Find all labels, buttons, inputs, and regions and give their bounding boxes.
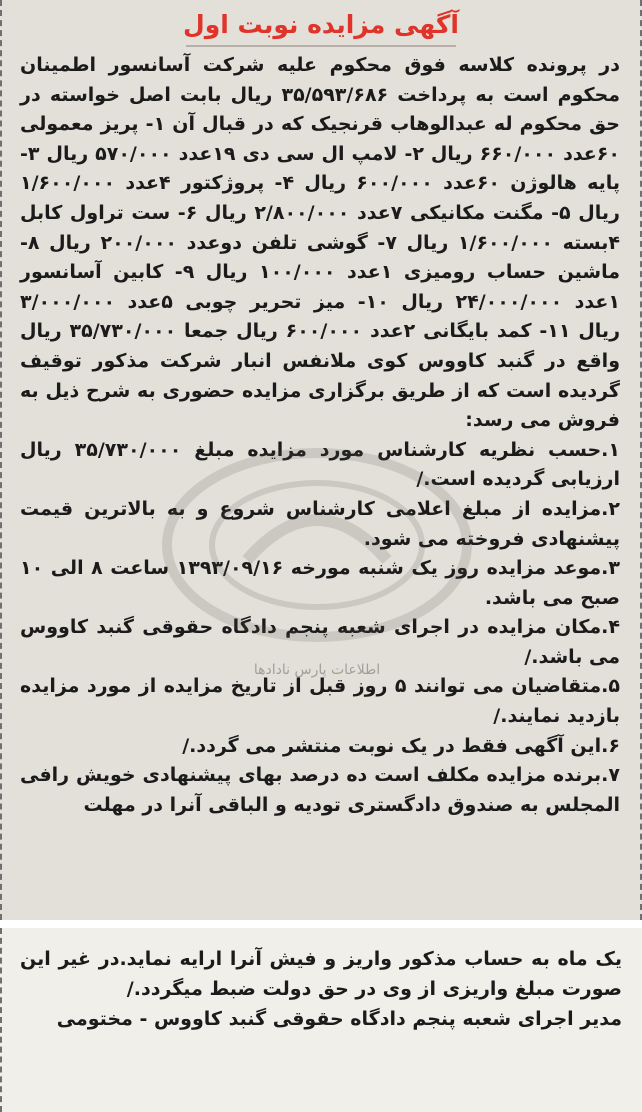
- watermark-text: اطلاعات پارس نادادها: [253, 662, 381, 678]
- notice-body: [2, 47, 640, 820]
- notice-signature: مدیر اجرای شعبه پنجم دادگاه حقوقی گنبد کاووس - مختومی: [56, 1008, 622, 1030]
- notice-item-5: ۵.متقاضیان می توانند ۵ روز قبل از تاریخ مزایده از مورد مزایده بازدید نمایند./: [20, 675, 620, 728]
- notice-title: آگهی مزایده نوبت اول: [183, 10, 459, 39]
- watermark-seal-icon: [152, 440, 482, 650]
- notice-item-6: ۶.این آگهی فقط در یک نوبت منتشر می گردد./: [182, 734, 620, 757]
- notice-item-1: ۱.حسب نظریه کارشناس مورد مزایده مبلغ ۳۵/۷۳۰/۰۰۰ ریال ارزیابی گردیده است./: [20, 438, 620, 491]
- notice-continuation-body: [2, 928, 642, 1034]
- notice-item-2: ۲.مزایده از مبلغ اعلامی کارشناس شروع و به بالاترین قیمت پیشنهادی فروخته می شود.: [20, 497, 620, 550]
- notice-continuation-clipping: [0, 928, 642, 1112]
- notice-item-4: ۴.مکان مزایده در اجرای شعبه پنجم دادگاه حقوقی گنبد کاووس می باشد./: [20, 616, 620, 668]
- notice-intro: در پرونده کلاسه فوق محکوم علیه شرکت آسانسور اطمینان محکوم است به پرداخت ۳۵/۵۹۳/۶۸۶ ریال بابت اصل خواسته در حق محکوم له عبدالوهاب قرنجیک که در قبال آن ۱- پریز معمولی ۶۰عدد ۶۶۰/۰۰۰ ریال ۲- لامپ ال سی دی ۱۹عدد ۵۷۰/۰۰۰ ریال ۳- پایه هالوژن ۶۰عدد ۶۰۰/۰۰۰ ریال ۴- پروژکتور ۴عدد ۱/۶۰۰/۰۰۰ ریال ۵- مگنت مکانیکی ۷عدد ۲/۸۰۰/۰۰۰ ریال ۶- ست تراول کابل ۴بسته ۱/۶۰۰/۰۰۰ ریال ۷- گوشی تلفن دوعدد ۲۰۰/۰۰۰ ریال ۸- ماشین حساب رومیزی ۱عدد ۱۰۰/۰۰۰ ریال ۹- کابین آسانسور ۱عدد ۲۴/۰۰۰/۰۰۰ ریال ۱۰- میز تحریر چوبی ۵عدد ۳/۰۰۰/۰۰۰ ریال ۱۱- کمد بایگانی ۲عدد ۶۰۰/۰۰۰ ریال جمعا ۳۵/۷۳۰/۰۰۰ ریال واقع در گنبد کاووس کوی ملانفس انبار شرکت مذکور توقیف گردیده است که از طریق برگزاری مزایده حضوری به شرح ذیل به فروش می رسد:: [20, 54, 621, 432]
- notice-item-3: ۳.موعد مزایده روز یک شنبه مورخه ۱۳۹۳/۰۹/۱۶ ساعت ۸ الی ۱۰ صبح می باشد.: [20, 557, 621, 609]
- notice-continuation: یک ماه به حساب مذکور واریز و فیش آنرا ارایه نماید.در غیر این صورت مبلغ واریزی از وی در حق دولت ضبط میگردد./: [20, 948, 622, 1000]
- notice-item-7: ۷.برنده مزایده مکلف است ده درصد بهای پیشنهادی خویش رافی المجلس به صندوق دادگستری تودیه و الباقی آنرا در مهلت: [20, 764, 620, 816]
